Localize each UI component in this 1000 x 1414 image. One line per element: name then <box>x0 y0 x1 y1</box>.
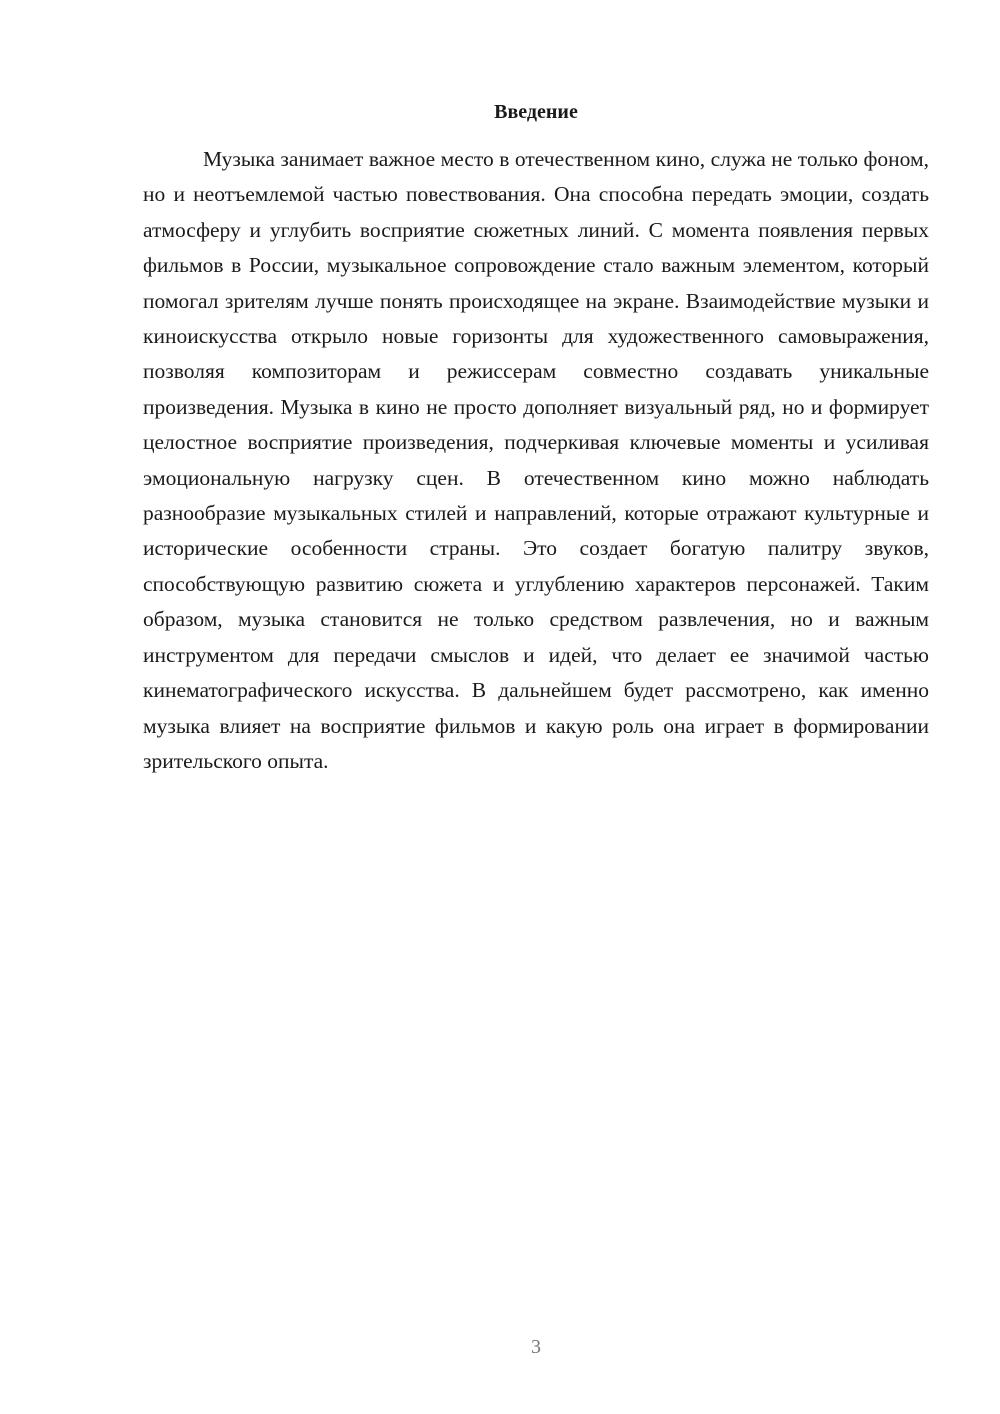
page-number: 3 <box>531 1336 541 1358</box>
body-paragraph: Музыка занимает важное место в отечественном кино, служа не только фоном, но и неотъемлемой частью повествования. Она способна передать эмоции, создать атмосферу и углубить восприятие сюжетных линий. С момента появления первых фильмов в России, музыкальное сопровождение стало важным элементом, который помогал зрителям лучше понять происходящее на экране. Взаимодействие музыки и киноискусства открыло новые горизонты для художественного самовыражения, позволяя композиторам и режиссерам совместно создавать уникальные произведения. Музыка в кино не просто дополняет визуальный ряд, но и формирует целостное восприятие произведения, подчеркивая ключевые моменты и усиливая эмоциональную нагрузку сцен. В отечественном кино можно наблюдать разнообразие музыкальных стилей и направлений, которые отражают культурные и исторические особенности страны. Это создает богатую палитру звуков, способствующую развитию сюжета и углублению характеров персонажей. Таким образом, музыка становится не только средством развлечения, но и важным инструментом для передачи смыслов и идей, что делает ее значимой частью кинематографического искусства. В дальнейшем будет рассмотрено, как именно музыка влияет на восприятие фильмов и какую роль она играет в формировании зрительского опыта. <box>143 147 929 773</box>
section-heading: Введение <box>494 101 578 123</box>
